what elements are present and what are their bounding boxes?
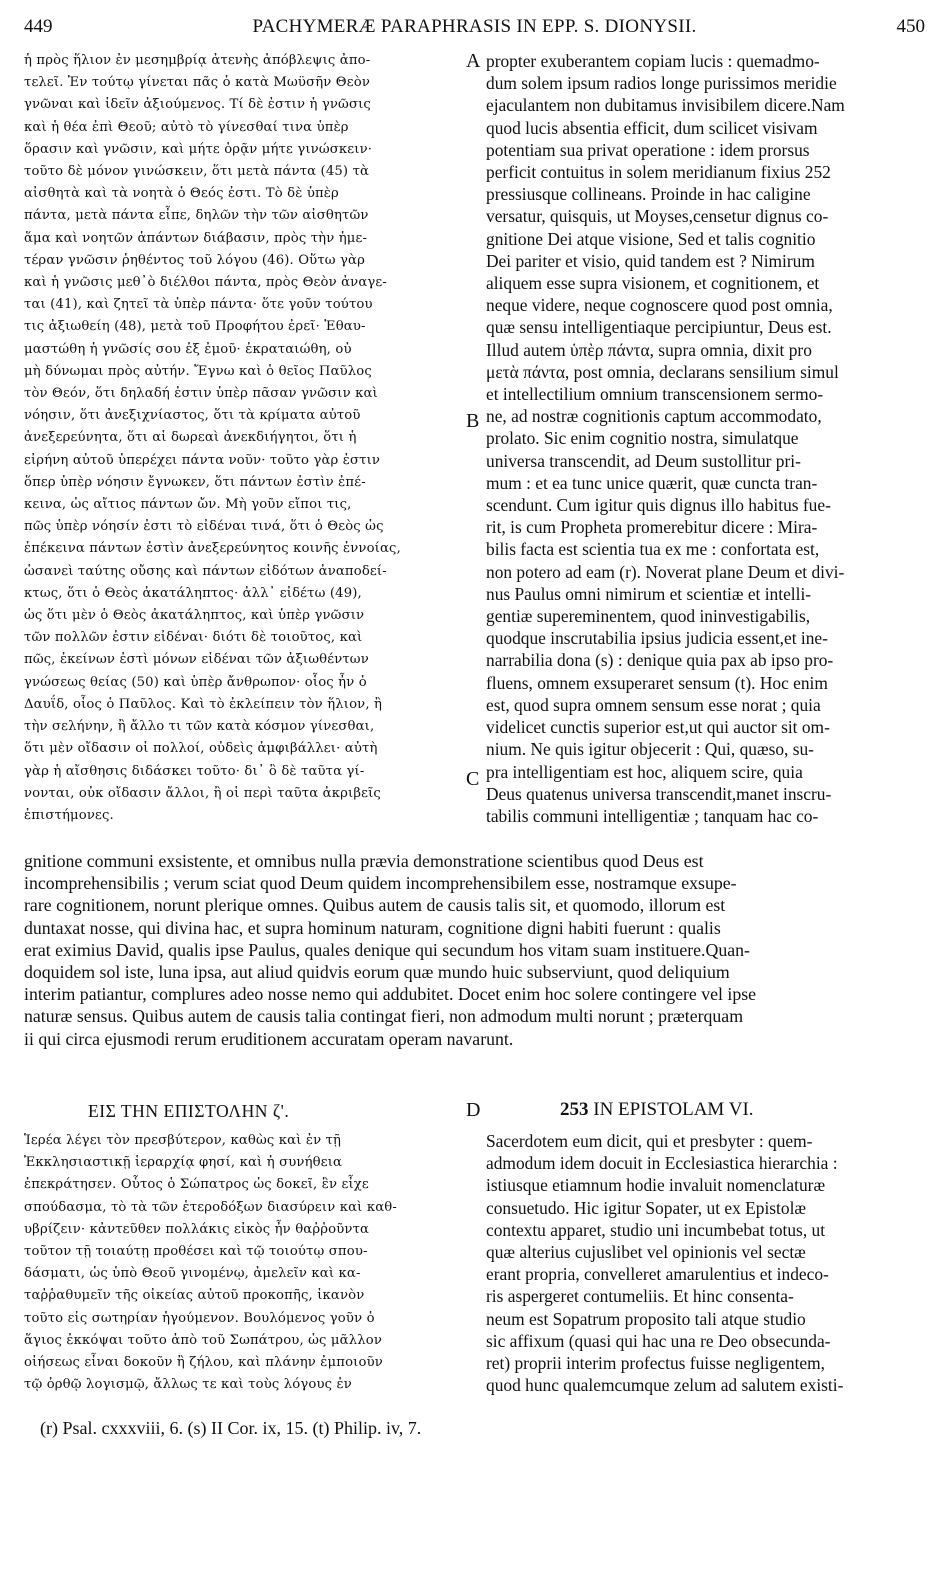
latin-text-line: propter exuberantem copiam lucis : quemadmo-: [486, 51, 820, 71]
greek-text-line: τοῦτο εἰς σωτηρίαν ἡγούμενον. Βουλόμενος γοῦν ὁ: [24, 1310, 375, 1326]
latin-text-line: mum : et ea tunc unice quærit, quæ cuncta tran-: [486, 472, 818, 493]
greek-text-line: κεινα, ὡς αἴτιος πάντων ὤν. Μὴ γοῦν εἴποι τις,: [24, 497, 352, 513]
greek-text-line: καὶ ἡ γνῶσις μεθ᾽ὸ διέλθοι πάντα, πρὸς Θεὸν ἀναγε-: [24, 275, 388, 291]
latin-text-line: pra intelligentiam est hoc, aliquem scire, quia: [486, 761, 803, 782]
latin-text-line: quæ sensu intelligentiaque percipiuntur, Deus est.: [486, 317, 832, 338]
margin-marker-c: C: [466, 768, 480, 790]
full-width-text-line: duntaxat nosse, qui divina hac, et supra hominum naturam, cognitione digni habiti fuerunt : qualis: [24, 917, 721, 938]
greek-text-line: δάσματι, ὡς ὑπὸ Θεοῦ γινομένῳ, ἀμελεῖν καὶ κα-: [24, 1266, 361, 1282]
latin-text-line: narrabilia dona (s) : denique quia pax ab ipso pro-: [486, 650, 834, 671]
page-header: [24, 16, 925, 44]
greek-text-line: μὴ δύνωμαι πρὸς αὐτήν. Ἔγνω καὶ ὁ θεῖος Παῦλος: [24, 363, 372, 379]
greek-text-line: γνῶναι καὶ ἰδεῖν ἀξιούμενος. Τί δὲ ἐστιν ἡ γνῶσις: [24, 97, 371, 113]
latin-text-line: istiusque etiamnum hodie invaluit nomenclaturæ: [486, 1175, 826, 1196]
greek-text-line: ὡσανεὶ ταύτης οὔσης καὶ πάντων εἰδότων ἀναποδεί-: [24, 563, 387, 579]
latin-section-heading: [560, 1099, 754, 1121]
greek-text-line: ἐπεκράτησεν. Οὗτος ὁ Σώπατρος ὡς δοκεῖ, ἓν εἶχε: [24, 1177, 369, 1193]
latin-column-upper: [486, 50, 926, 827]
latin-text-line: ret) proprii interim profectus fuisse negligentem,: [486, 1353, 826, 1374]
greek-text-line: μαστώθη ἡ γνῶσίς σου ἐξ ἐμοῦ· ἐκραταιώθη, οὐ: [24, 341, 352, 357]
greek-text-line: ὅπερ ὑπὲρ νόησιν ἔγνωκεν, ὅτι πάντων ἐστὶν ἐπέ-: [24, 474, 366, 490]
latin-text-line: aliquem esse supra visionem, et cognitionem, et: [486, 273, 820, 294]
full-width-text-line: gnitione communi exsistente, et omnibus nulla prævia demonstratione scientibus quod Deus est: [24, 851, 704, 871]
greek-text-line: Δαυΐδ, οἷος ὁ Παῦλος. Καὶ τὸ ἐκλείπειν τὸν ἥλιον, ἢ: [24, 696, 383, 712]
greek-text-line: αἰσθητὰ καὶ τὰ νοητὰ ὁ Θεός ἐστι. Τὸ δὲ ὑπὲρ: [24, 186, 339, 202]
latin-text-line: fluens, omnem exsuperaret sensum (t). Hoc enim: [486, 672, 828, 693]
latin-text-line: non potero ad eam (r). Noverat plane Deum et divi-: [486, 561, 845, 582]
full-width-text-line: naturæ sensus. Quibus autem de causis talia contingat fieri, non admodum multi norunt ; præterquam: [24, 1006, 744, 1027]
latin-text-line: et intellectilium omnium transcensionem sermo-: [486, 384, 824, 405]
latin-text-line: gnitione Dei atque visione, Sed et talis cognitio: [486, 228, 816, 249]
latin-column-lower: [486, 1130, 926, 1396]
latin-text-line: neque videre, neque cognoscere quod post omnia,: [486, 295, 833, 316]
greek-text-line: τελεῖ. Ἐν τούτῳ γίνεται πᾶς ὁ κατὰ Μωϋσῆν Θεὸν: [24, 75, 370, 91]
latin-text-line: perficit contuitus in solem meridianum fixius 252: [486, 162, 831, 183]
latin-text-line: versatur, quisquis, ut Moyses,censetur dignus co-: [486, 206, 829, 227]
latin-text-line: Illud autem ὑπὲρ πάντα, supra omnia, dixit pro: [486, 339, 812, 360]
greek-text-line: Ἐκκλησιαστικῇ ἱεραρχίᾳ φησί, καὶ ἡ συνήθεια: [24, 1155, 343, 1171]
greek-text-line: ὡς ὅτι μὲν ὁ Θεὸς ἀκατάληπτος, καὶ ὑπὲρ γνῶσιν: [24, 608, 365, 624]
latin-text-line: universa transcendit, ad Deum sustollitur pri-: [486, 450, 801, 471]
latin-text-line: pressiusque collineans. Proinde in hac caligine: [486, 184, 811, 205]
greek-text-line: πῶς, ἐκείνων ἐστὶ μόνων εἰδέναι τῶν ἀξιωθέντων: [24, 652, 369, 668]
greek-text-line: Ἱερέα λέγει τὸν πρεσβύτερον, καθὼς καὶ ἐν τῇ: [24, 1133, 342, 1148]
greek-section-heading: ΕΙΣ ΤΗΝ ΕΠΙΣΤΟΛΗΝ ζ'.: [88, 1101, 290, 1121]
greek-text-line: τῶν πολλῶν ἐστιν εἰδέναι· διότι δὲ τοιοῦτος, καὶ: [24, 630, 363, 646]
footnotes: (r) Psal. cxxxviii, 6. (s) II Cor. ix, 15. (t) Philip. iv, 7.: [40, 1418, 422, 1438]
latin-text-line: nium. Ne quis igitur objecerit : Qui, quæso, su-: [486, 739, 814, 760]
greek-text-line: ἀνεξερεύνητα, ὅτι αἱ δωρεαὶ ἀνεκδιήγητοι, ὅτι ἡ: [24, 430, 357, 446]
greek-text-line: τῷ ὀρθῷ λογισμῷ, ἄλλως τε καὶ τοὺς λόγους ἐν: [24, 1377, 352, 1393]
greek-text-line: γὰρ ἡ αἴσθησις διδάσκει τοῦτο· δι᾽ ὃ δὲ ταῦτα γί-: [24, 763, 365, 779]
latin-text-line: Sacerdotem eum dicit, qui et presbyter : quem-: [486, 1131, 813, 1151]
section-number: 253: [560, 1099, 589, 1120]
latin-text-line: videlicet cunctis superior est,ut qui auctor sit om-: [486, 717, 830, 738]
latin-text-line: rit, is cum Propheta promerebitur dicere : Mira-: [486, 517, 818, 538]
latin-text-line: quodque inscrutabilia ipsius judicia essent,et ine-: [486, 628, 828, 649]
greek-text-line: νονται, οὐκ οἴδασιν ἄλλοι, ἢ οἱ περὶ ταῦτα ἀκριβεῖς: [24, 785, 381, 801]
latin-text-line: prolato. Sic enim cognitio nostra, simulatque: [486, 428, 799, 449]
latin-text-line: scendunt. Cum igitur quis dignus illo habitus fue-: [486, 495, 831, 516]
greek-text-line: υβρίζειν· κἀντεῦθεν πολλάκις εἰκὸς ἦν θαῤῥοῦντα: [24, 1221, 370, 1237]
latin-text-line: quæ alterius cujuslibet vel opinionis vel sectæ: [486, 1242, 806, 1263]
full-width-paragraph: [24, 850, 926, 1050]
greek-text-line: καὶ ἡ θέα ἐπὶ Θεοῦ; αὐτὸ τὸ γίνεσθαί τινα ὑπὲρ: [24, 119, 349, 135]
latin-text-line: erant propria, convelleret amarulentius et indeco-: [486, 1264, 829, 1285]
greek-text-line: οἰήσεως εἶναι δοκοῦν ἢ ζήλου, καὶ πλάνην ἐμποιοῦν: [24, 1355, 383, 1371]
greek-text-line: τέραν γνῶσιν ῥηθέντος τοῦ λόγου (46). Οὕτω γὰρ: [24, 252, 366, 268]
greek-text-line: γνώσεως θείας (50) καὶ ὑπὲρ ἄνθρωπον· οἷος ἦν ὁ: [24, 674, 367, 690]
latin-text-line: admodum idem docuit in Ecclesiastica hierarchia :: [486, 1153, 838, 1174]
latin-text-line: ris aspergeret contumeliis. Et hinc consenta-: [486, 1286, 794, 1307]
greek-text-line: κτως, ὅτι ὁ Θεὸς ἀκατάληπτος· ἀλλ᾽ εἰδέτω (49),: [24, 585, 362, 601]
latin-text-line: gentiæ supereminentem, quod ininvestigabilis,: [486, 606, 811, 627]
latin-text-line: Deus quatenus universa transcendit,manet inscru-: [486, 783, 832, 804]
latin-text-line: dum solem ipsum radios longe purissimos meridie: [486, 73, 837, 94]
full-width-text-line: doquidem sol iste, luna ipsa, aut aliud quidvis eorum quæ mundo huic subserviunt, quod deliquium: [24, 962, 730, 983]
greek-text-line: ἐπέκεινα πάντων ἐστὶν ἀνεξερεύνητος κοινῆς ἐννοίας,: [24, 541, 401, 557]
full-width-text-line: ii qui circa ejusmodi rerum eruditionem accuratam operam navarunt.: [24, 1028, 514, 1049]
greek-text-line: ἅγιος ἐκκόψαι τοῦτο ἀπὸ τοῦ Σωπάτρου, ὡς μᾶλλον: [24, 1332, 382, 1348]
greek-text-line: πῶς ὑπὲρ νόησίν ἐστι τὸ εἰδέναι τινά, ὅτι ὁ Θεὸς ὡς: [24, 519, 384, 535]
latin-text-line: potentiam sua privat operatione : idem prorsus: [486, 139, 810, 160]
latin-text-line: est, quod supra omnem sensum esse norat ; quia: [486, 694, 821, 715]
greek-text-line: νόησιν, ὅτι ἀνεξιχνίαστος, ὅτι τὰ κρίματα αὐτοῦ: [24, 408, 361, 424]
greek-text-line: τις ἀξιωθείη (48), μετὰ τοῦ Προφήτου ἐρεῖ· Ἐθαυ-: [24, 319, 366, 335]
latin-text-line: nus Paulus omni nimirum et scientiæ et intelli-: [486, 583, 812, 604]
margin-marker-d: D: [466, 1099, 481, 1121]
greek-text-line: τὸν Θεόν, ὅτι δηλαδή ἐστιν ὑπὲρ πᾶσαν γνῶσιν καὶ: [24, 386, 378, 402]
greek-text-line: ὅτι μὲν οἴδασιν οἱ πολλοί, οὐδεὶς ἀμφιβάλλει· αὐτὴ: [24, 741, 378, 757]
full-width-text-line: incomprehensibilis ; verum sciat quod Deum quidem incomprehensibilem esse, nostramque exsupe-: [24, 873, 737, 894]
greek-text-line: τοῦτον τῇ τοιαύτῃ προθέσει καὶ τῷ τοιούτῳ σπου-: [24, 1244, 368, 1260]
latin-text-line: μετὰ πάντα, post omnia, declarans sensilium simul: [486, 361, 839, 382]
greek-column-lower: [24, 1130, 462, 1396]
margin-marker-b: B: [466, 410, 480, 432]
greek-text-line: ται (41), καὶ ζητεῖ τὰ ὑπὲρ πάντα· ὅτε γοῦν τούτου: [24, 297, 373, 313]
latin-text-line: ne, ad nostræ cognitionis captum accommodato,: [486, 406, 822, 427]
page-number-left: 449: [24, 16, 53, 37]
greek-text-line: ἐπιστήμονες.: [24, 807, 114, 823]
greek-text-line: ταῤῥαθυμεῖν τῆς οἰκείας αὐτοῦ προκοπῆς, ἱκανὸν: [24, 1288, 365, 1304]
greek-text-line: σπούδασμα, τὸ τὰ τῶν ἑτεροδόξων διασύρειν καὶ καθ-: [24, 1199, 397, 1215]
latin-text-line: bilis facta est scientia tua ex me : confortata est,: [486, 539, 820, 560]
section-title: IN EPISTOLAM VI.: [593, 1099, 754, 1120]
greek-text-line: ἡ πρὸς ἥλιον ἐν μεσημβρίᾳ ἀτενὴς ἀπόβλεψις ἀπο-: [24, 53, 371, 68]
latin-text-line: sic affixum (quasi qui hac una re Deo obsecunda-: [486, 1330, 831, 1351]
latin-text-line: consuetudo. Hic igitur Sopater, ut ex Epistolæ: [486, 1197, 807, 1218]
full-width-text-line: erat eximius David, qualis ipse Paulus, quales denique qui secundum hos vitam suam instituere.Quan-: [24, 939, 750, 960]
running-title: PACHYMERÆ PARAPHRASIS IN EPP. S. DIONYSII.: [252, 16, 697, 37]
full-width-text-line: rare cognitionem, norunt plerique omnes. Quibus autem de causis talis sit, et quomodo, illorum est: [24, 895, 726, 916]
greek-text-line: τὴν σελήνην, ἢ ἄλλο τι τῶν κατὰ κόσμον γίνεσθαι,: [24, 719, 375, 735]
latin-text-line: ejaculantem non dubitamus invisibilem dicere.Nam: [486, 95, 845, 116]
margin-marker-a: A: [466, 50, 481, 72]
latin-text-line: neum est Sopatrum proposito tali atque studio: [486, 1308, 806, 1329]
latin-text-line: quod lucis absentia efficit, dum scilicet visivam: [486, 117, 818, 138]
greek-text-line: εἰρήνη αὐτοῦ ὑπερέχει πάντα νοῦν· τοῦτο γὰρ ἐστιν: [24, 452, 381, 468]
latin-text-line: Dei pariter et visio, quid tandem est ? Nimirum: [486, 250, 815, 271]
full-width-text-line: interim patiantur, complures adeo nosse nemo qui addubitet. Docet enim hoc solere contingere vel ipse: [24, 984, 757, 1005]
greek-text-line: πάντα, μετὰ πάντα εἶπε, δηλῶν τὴν τῶν αἰσθητῶν: [24, 208, 369, 224]
greek-text-line: τοῦτο δὲ μόνον γινώσκειν, ὅτι μετὰ πάντα (45) τὰ: [24, 164, 370, 180]
greek-text-line: ὅρασιν καὶ γνῶσιν, καὶ μήτε ὁρᾷν μήτε γινώσκειν·: [24, 141, 373, 157]
latin-text-line: tabilis communi intelligentiæ ; tanquam hac co-: [486, 805, 819, 826]
greek-text-line: ἅμα καὶ νοητῶν ἁπάντων διάβασιν, πρὸς τὴν ἡμε-: [24, 230, 368, 246]
latin-text-line: quod hunc qualemcumque zelum ad salutem existi-: [486, 1375, 844, 1396]
latin-text-line: contextu apparet, studio uni incumbebat totus, ut: [486, 1219, 826, 1240]
page-number-right: 450: [896, 16, 925, 37]
greek-column-upper: [24, 50, 462, 827]
